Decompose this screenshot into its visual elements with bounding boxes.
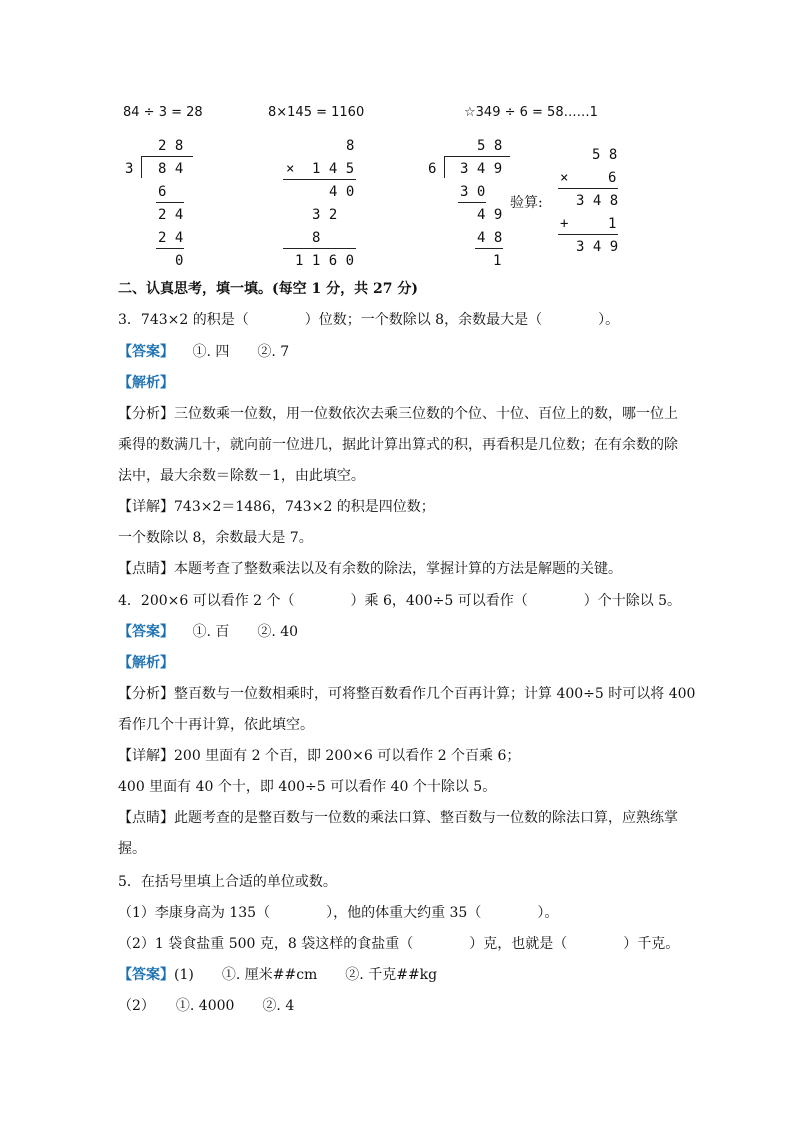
division-row-3: 2 4 (158, 230, 184, 246)
division-dividend: 3 4 9 (460, 161, 503, 177)
answer-tag: 【答案】 (118, 344, 174, 360)
mult-top: 8 (346, 138, 355, 154)
division-quotient: 5 8 (477, 138, 503, 154)
equation-1: 84 ÷ 3 = 28 (123, 105, 203, 120)
division-line-1 (458, 202, 486, 203)
division-bracket (141, 156, 142, 178)
equation-2: 8×145 = 1160 (268, 105, 365, 120)
division-remainder: 1 (493, 253, 502, 269)
division-row-2: 4 9 (477, 207, 503, 223)
q4-fenxi-1 (118, 684, 695, 704)
check-line-2 (558, 234, 618, 235)
q4-fenxi-2: 看作几个十再计算，依此填空。 (118, 717, 314, 733)
q5-answer-line (118, 965, 437, 985)
q3-fenxi-text: 三位数乘一位数，用一位数依次去乘三位数的个位、十位、百位上的数，哪一位上 (174, 406, 678, 422)
q5-answer-1: (1) ①. 厘米##cm ②. 千克##kg (174, 967, 438, 983)
q3-fenxi-1 (118, 404, 678, 424)
q4-dianjing-2: 握。 (118, 841, 146, 857)
mult-line-2 (283, 248, 356, 249)
q4-analysis-tag (118, 653, 174, 673)
fenxi-tag: 【分析】 (118, 406, 174, 422)
mult-partial-1: 4 0 (329, 184, 355, 200)
answer-tag: 【答案】 (118, 624, 174, 640)
division-row-1: 3 0 (460, 184, 486, 200)
check-top: 5 8 (592, 147, 618, 163)
q5-answer-2: （2） ①. 4000 ②. 4 (118, 998, 295, 1014)
mult-result: 1 1 6 0 (295, 253, 355, 269)
division-bar (141, 156, 193, 157)
q3-analysis-tag (118, 373, 174, 393)
q4-answer-line (118, 622, 298, 642)
division-bar (444, 156, 510, 157)
answer-tag: 【答案】 (118, 967, 174, 983)
division-bracket (444, 156, 445, 178)
q5-sub-2: （2）1 袋食盐重 500 克，8 袋这样的食盐重（ ）克，也就是（ ）千克。 (118, 936, 680, 952)
check-operator-plus: + (560, 216, 569, 232)
division-divisor: 6 (428, 161, 437, 177)
q3-answer: ①. 四 ②. 7 (192, 344, 290, 360)
division-line-1 (156, 202, 184, 203)
analysis-tag: 【解析】 (118, 375, 174, 391)
division-quotient: 2 8 (158, 138, 184, 154)
division-divisor: 3 (125, 161, 134, 177)
equation-3: ☆349 ÷ 6 = 58……1 (464, 105, 598, 120)
division-line-2 (475, 248, 503, 249)
mult-operator: × (286, 161, 295, 177)
analysis-tag: 【解析】 (118, 655, 174, 671)
dianjing-tag: 【点睛】 (118, 810, 174, 826)
division-remainder: 0 (175, 253, 184, 269)
question-4: 4．200×6 可以看作 2 个（ ）乘 6，400÷5 可以看作（ ）个十除以 5。 (118, 593, 682, 609)
q3-dianjing (118, 559, 622, 579)
check-operator-multiply: × (560, 170, 569, 186)
question-3: 3．743×2 的积是（ ）位数；一个数除以 8，余数最大是（ ）。 (118, 312, 620, 328)
check-addend: 1 (608, 216, 617, 232)
check-label: 验算: (510, 195, 543, 211)
q4-xiangjie-2: 400 里面有 40 个十，即 400÷5 可以看作 40 个十除以 5。 (118, 779, 497, 795)
check-multiplier: 6 (608, 170, 617, 186)
division-line-2 (156, 248, 184, 249)
q4-dianjing-text: 此题考查的是整百数与一位数的乘法口算、整百数与一位数的除法口算，应熟练掌 (174, 810, 678, 826)
division-dividend: 8 4 (158, 161, 184, 177)
q4-xiangjie-text: 200 里面有 2 个百，即 200×6 可以看作 2 个百乘 6； (174, 748, 521, 764)
division-row-3: 4 8 (477, 230, 503, 246)
q4-dianjing-1 (118, 808, 678, 828)
dianjing-tag: 【点睛】 (118, 561, 174, 577)
q3-xiangjie-2: 一个数除以 8，余数最大是 7。 (118, 530, 313, 546)
mult-partial-3: 8 (312, 230, 321, 246)
q4-fenxi-text: 整百数与一位数相乘时，可将整百数看作几个百再计算；计算 400÷5 时可以将 400 (174, 686, 696, 702)
mult-partial-2: 3 2 (312, 207, 338, 223)
check-product: 3 4 8 (576, 193, 619, 209)
q3-fenxi-2: 乘得的数满几十，就向前一位进几，据此计算出算式的积，再看积是几位数；在有余数的除 (118, 437, 678, 453)
q3-xiangjie-1 (118, 497, 435, 517)
q3-fenxi-3: 法中，最大余数＝除数－1，由此填空。 (118, 468, 365, 484)
xiangjie-tag: 【详解】 (118, 499, 174, 515)
mult-line-1 (283, 179, 356, 180)
q3-dianjing-text: 本题考查了整数乘法以及有余数的除法，掌握计算的方法是解题的关键。 (174, 561, 622, 577)
division-row-2: 2 4 (158, 207, 184, 223)
q4-answer: ①. 百 ②. 40 (192, 624, 299, 640)
check-result: 3 4 9 (576, 239, 619, 255)
q4-xiangjie-1 (118, 746, 520, 766)
fenxi-tag: 【分析】 (118, 686, 174, 702)
mult-bottom: 1 4 5 (312, 161, 355, 177)
xiangjie-tag: 【详解】 (118, 748, 174, 764)
q3-answer-line (118, 342, 289, 362)
check-line-1 (558, 188, 618, 189)
q3-xiangjie-text: 743×2＝1486，743×2 的积是四位数； (174, 499, 435, 515)
division-row-1: 6 (158, 184, 167, 200)
section-heading: 二、认真思考，填一填。(每空 1 分，共 27 分) (118, 281, 418, 297)
q5-sub-1: （1）李康身高为 135（ ），他的体重大约重 35（ ）。 (118, 905, 559, 921)
question-5: 5．在括号里填上合适的单位或数。 (118, 874, 337, 890)
